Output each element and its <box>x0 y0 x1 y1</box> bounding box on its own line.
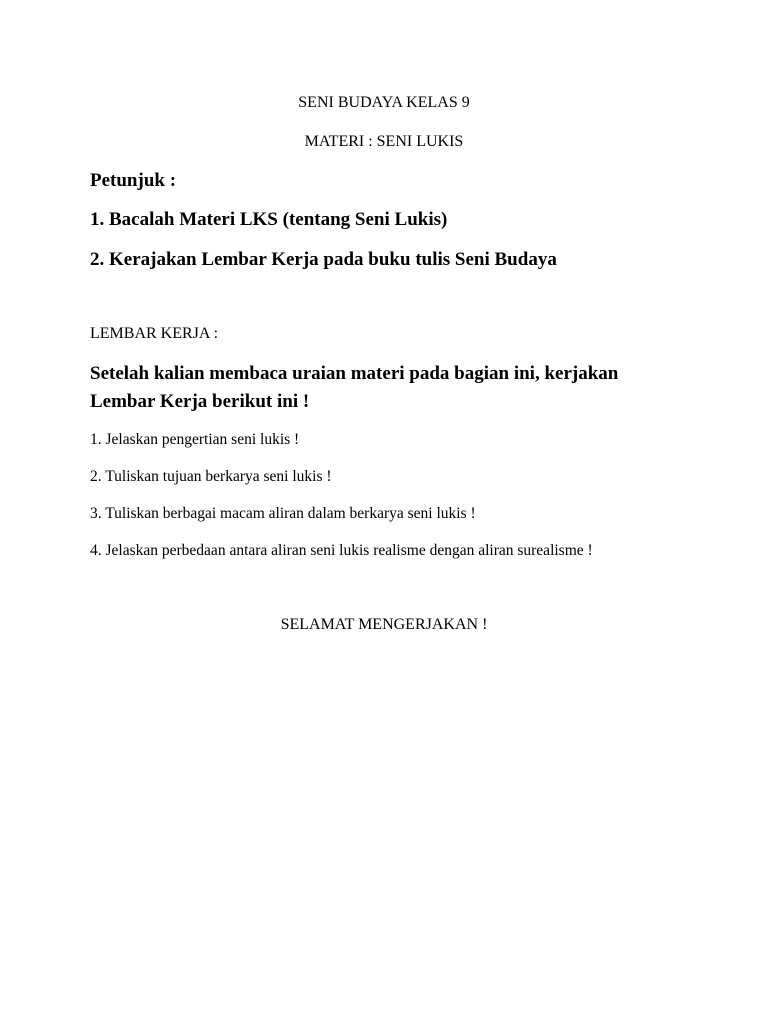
closing-text: SELAMAT MENGERJAKAN ! <box>280 616 488 633</box>
worksheet-heading: LEMBAR KERJA : <box>90 325 219 342</box>
question-4: 4. Jelaskan perbedaan antara aliran seni lukis realisme dengan aliran surealisme ! <box>90 542 593 559</box>
question-2: 2. Tuliskan tujuan berkarya seni lukis ! <box>90 468 332 485</box>
worksheet-intro-line-1: Setelah kalian membaca uraian materi pada bagian ini, kerjakan <box>90 363 619 384</box>
question-1: 1. Jelaskan pengertian seni lukis ! <box>90 431 300 448</box>
instruction-item-1: 1. Bacalah Materi LKS (tentang Seni Lukis) <box>90 209 448 230</box>
instructions-heading: Petunjuk : <box>90 170 177 191</box>
worksheet-intro-line-2: Lembar Kerja berikut ini ! <box>90 391 310 412</box>
document-title: SENI BUDAYA KELAS 9 <box>298 94 470 111</box>
instruction-item-2: 2. Kerajakan Lembar Kerja pada buku tulis Seni Budaya <box>90 249 557 270</box>
document-subtitle: MATERI : SENI LUKIS <box>304 133 464 150</box>
question-3: 3. Tuliskan berbagai macam aliran dalam berkarya seni lukis ! <box>90 505 476 522</box>
